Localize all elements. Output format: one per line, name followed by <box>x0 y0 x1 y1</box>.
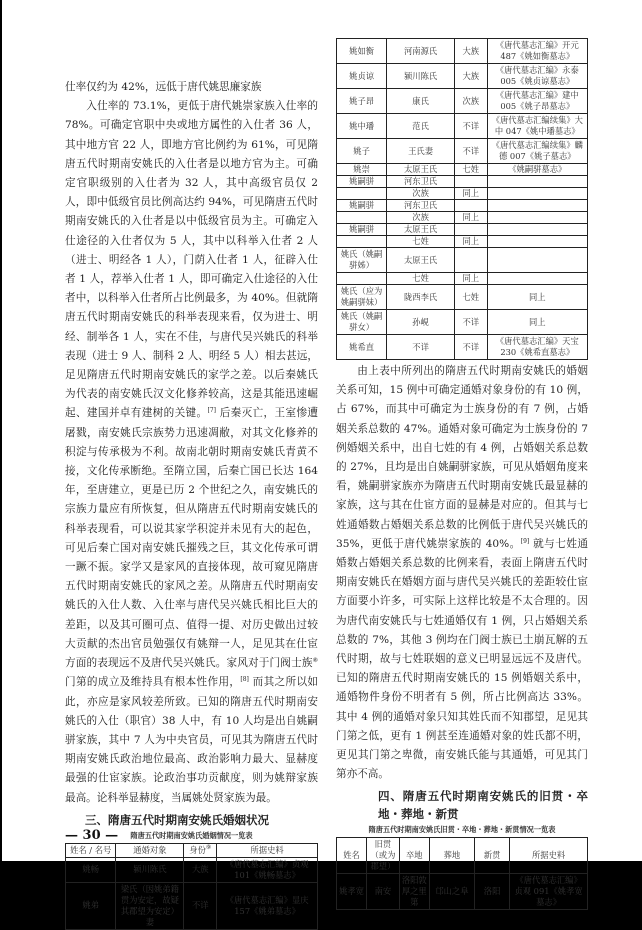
cell-source <box>487 224 587 236</box>
cell-source <box>487 236 587 248</box>
table-row <box>337 200 588 212</box>
cell-name: 姚氏（姚嗣骈女） <box>337 310 387 335</box>
paragraph-text: 后秦灭亡，王室惨遭屠戮，南安姚氏宗族势力迅速凋敝，对其文化修养的积淀与传承极为不利。故南北朝时期南安姚氏青黄不接，文化传承断绝。至隋立国，后秦亡国已长达 164 年，至唐建立，更是已历 2 个世纪之久，南安姚氏的宗族力量应有所恢复，但从隋唐五代时期南安姚氏的科举表现看，可以说其家学积淀并未见有大的起色，可见后秦亡国对南安姚氏摧残之巨，其文化传承可谓一蹶不振。家学又是家风的直接体现，故可窥见隋唐五代时期南安姚氏的家风之差。从隋唐五代时期南安姚氏的入仕人数、入仕率与唐代吴兴姚氏相比巨大的差距，以及其可圈可点、值得一提、对历史做出过较大贡献的杰出官员勉强仅有姚辩一人，足见其在仕宦方面的表现远不及唐代吴兴姚氏。家风对于门阀士族 <box>65 407 318 670</box>
paragraph <box>336 362 588 784</box>
table-row <box>337 248 588 273</box>
cell-source: 同上 <box>487 310 587 335</box>
header-cell: 旧贯（或为郡望） <box>367 838 400 874</box>
cell-source: 《唐代墓志汇编》贞观 101《姚畅墓志》 <box>217 857 318 882</box>
cell-spouse: 太原王氏 <box>387 224 455 236</box>
cell-spouse: 孙峴 <box>387 310 455 335</box>
header-cell: 葬地 <box>429 838 474 874</box>
cell-name: 姚中璠 <box>337 114 387 139</box>
cell-source <box>487 212 587 224</box>
cell-death-place: 洛阳敦厚之里第 <box>399 874 429 910</box>
cell-name: 姚崇 <box>337 164 387 176</box>
cell-spouse: 太原王氏 <box>387 248 455 273</box>
cell-source: 《姚嗣骈墓志》 <box>487 164 587 176</box>
cell-spouse: 河东卫氏 <box>387 200 455 212</box>
right-column <box>336 38 588 910</box>
table-header-row <box>337 838 588 874</box>
cell-spouse: 七姓 <box>387 236 455 248</box>
cell-status <box>454 200 487 212</box>
footnote-ref[interactable]: ⑧ <box>312 657 318 665</box>
cell-name: 姚贞谅 <box>337 64 387 89</box>
cell-source <box>487 248 587 273</box>
cell-status: 七姓 <box>454 164 487 176</box>
cell-old-origin: 南安 <box>367 874 400 910</box>
cell-spouse: 七姓 <box>387 273 455 285</box>
cell-spouse: 太原王氏 <box>387 164 455 176</box>
cell-spouse: 颍川陈氏 <box>116 857 184 882</box>
table-row <box>337 89 588 114</box>
table-row <box>337 285 588 310</box>
cell-status: 不详 <box>454 335 487 360</box>
cell-status: 不详 <box>454 139 487 164</box>
header-text: 身份 <box>189 844 206 855</box>
cell-source: 《唐代墓志汇编》建中 005《姚子昂墓志》 <box>487 89 587 114</box>
table-row <box>337 874 588 910</box>
cell-name: 姚子 <box>337 139 387 164</box>
cell-spouse: 不详 <box>387 335 455 360</box>
paragraph-text: 而其之所以如此，亦应是家风较差所致。已知的隋唐五代时期南安姚氏的入仕（职官）38 人中，有 10 人均是出自姚嗣骈家族，其中 7 人为中央官员，可见其为隋唐五代时期南安姚氏政治地位最高、政治影响力最大、显赫度最强的仕宦家族。论政治事功贡献度，则为姚辩家族最高。论科举显赫度，当属姚处贤家族为最。 <box>65 676 319 804</box>
table-row <box>337 139 588 164</box>
cell-status: 大族 <box>454 39 487 64</box>
cell-source: 《唐代墓志汇编》显庆 157《姚弟墓志》 <box>217 882 318 929</box>
table-row <box>337 224 588 236</box>
cell-source: 《唐代墓志汇编》永泰 005《姚贞谅墓志》 <box>487 64 587 89</box>
table-row <box>337 39 588 64</box>
table-row <box>337 64 588 89</box>
table-row <box>337 310 588 335</box>
table-row <box>337 188 588 200</box>
header-cell: 所据史料 <box>217 843 318 857</box>
cell-spouse: 次族 <box>387 188 455 200</box>
cell-source: 《唐代墓志汇编续集》大中 047《姚中璠墓志》 <box>487 114 587 139</box>
cell-spouse: 范氏 <box>387 114 455 139</box>
cell-spouse: 康氏 <box>387 89 455 114</box>
cell-status: 同上 <box>454 188 487 200</box>
residence-table <box>336 837 588 910</box>
marriage-table <box>65 843 318 930</box>
footnote-ref[interactable]: ⑨ <box>205 843 212 851</box>
table-row <box>66 882 318 929</box>
citation-ref[interactable]: [8] <box>240 676 249 684</box>
cell-name <box>337 188 387 200</box>
cell-name: 姚孝宽 <box>337 874 367 910</box>
paragraph-text: 就与七姓通婚数占婚姻关系总数的比例来看，表面上隋唐五代时期南安姚氏在婚姻方面与唐代吴兴姚氏的差距较仕宦方面要小许多，可实际上这样比较是不太合理的。因为唐代南安姚氏与七姓通婚仅有 1 例，只占婚姻关系总数的 7%，其他 3 例均在门阀士族已土崩瓦解的五代时期，故与七姓联姻的意义已明显远远不及唐代。已知的隋唐五代时期南安姚氏的 15 例婚姻关系中，通婚物件身份不明者有 5 例，所占比例高达 33%。其中 4 例的通婚对象只知其姓氏而不知郡望，足见其门第之低，更有 1 例甚至连通婚对象的姓氏都不明，更见其门第之卑微，南安姚氏能与其通婚，可见其门第亦不高。 <box>336 537 588 781</box>
citation-ref[interactable]: [7] <box>207 407 216 415</box>
header-cell <box>184 843 217 857</box>
cell-source: 《唐代墓志汇编续集》麟德 007《姚子墓志》 <box>487 139 587 164</box>
table-row <box>337 273 588 285</box>
section-heading-4: 四、隋唐五代时期南安姚氏的旧贯・卒地・葬地・新贯 <box>378 789 588 822</box>
header-cell: 姓名 / 名号 <box>66 843 116 857</box>
cell-status: 不详 <box>454 114 487 139</box>
cell-name: 姚嗣骈 <box>337 200 387 212</box>
cell-name: 姚畅 <box>66 857 116 882</box>
cell-source <box>487 200 587 212</box>
cell-status: 次族 <box>454 89 487 114</box>
table-row <box>337 164 588 176</box>
cell-spouse: 河南源氏 <box>387 39 455 64</box>
cell-status: 大族 <box>454 64 487 89</box>
cell-status <box>454 248 487 273</box>
cell-name: 姚嗣骈 <box>337 176 387 188</box>
cell-status <box>454 176 487 188</box>
cell-status: 同上 <box>454 273 487 285</box>
cell-status: 不详 <box>184 882 217 929</box>
header-cell: 新贯 <box>475 838 510 874</box>
table-row <box>337 114 588 139</box>
table-header-row <box>66 843 318 857</box>
marriage-table-continued <box>336 38 588 360</box>
cell-source <box>487 273 587 285</box>
paragraph-text: 由上表中所列出的隋唐五代时期南安姚氏的婚姻关系可知，15 例中可确定通婚对象身份的有 10 例，占 67%，而其中可确定为士族身份的有 7 例，占婚姻关系总数的 47%。通婚对象可确定为士族身份的 7 例婚姻关系中，出自七姓的有 4 例，占婚姻关系总数的 27%，且均是出自姚嗣骈家族，可见从婚姻角度来看，姚嗣骈家族亦为隋唐五代时期南安姚氏最显赫的家族，这与其在仕宦方面的显赫是对应的。但其与七姓通婚数占婚姻关系总数的比例低于唐代吴兴姚氏的 35%，更低于唐代姚崇家族的 40%。 <box>336 365 588 550</box>
cell-name: 姚弟 <box>66 882 116 929</box>
header-cell: 通婚对象 <box>116 843 184 857</box>
cell-spouse: 颍川陈氏 <box>387 64 455 89</box>
paragraph: 仕率仅约为 42%，远低于唐代姚思廉家族 <box>65 81 262 93</box>
table-caption: 隋唐五代时期南安姚氏旧贯・卒地・葬地・新贯情况一览表 <box>368 825 556 835</box>
header-cell: 所据史料 <box>510 838 588 874</box>
cell-status <box>454 224 487 236</box>
page-number: — 30 — <box>65 828 119 843</box>
table-row <box>66 857 318 882</box>
table-caption: 隋唐五代时期南安姚氏婚姻情况一览表 <box>130 830 253 840</box>
cell-name <box>337 236 387 248</box>
section-heading-3: 三、隋唐五代时期南安姚氏婚姻状况 <box>85 812 269 827</box>
cell-name <box>337 212 387 224</box>
table-row <box>337 176 588 188</box>
cell-source: 《唐代墓志汇编》贞观 091《姚孝宽墓志》 <box>510 874 588 910</box>
cell-name: 姚子昂 <box>337 89 387 114</box>
cell-source: 《唐代墓志汇编》开元 487《姚如衡墓志》 <box>487 39 587 64</box>
cell-status: 不详 <box>454 310 487 335</box>
cell-status: 七姓 <box>454 285 487 310</box>
cell-source <box>487 188 587 200</box>
citation-ref[interactable]: [9] <box>520 537 530 545</box>
cell-name: 姚如衡 <box>337 39 387 64</box>
paragraph-text: 门第的成立及维持具有根本性作用， <box>65 676 241 689</box>
cell-source <box>487 176 587 188</box>
document-page <box>2 0 642 927</box>
table-row <box>337 236 588 248</box>
cell-spouse: 梁氏（因姚弟籍贯为安定，故疑其郡望为安定）妻 <box>116 882 184 929</box>
cell-source: 《唐代墓志汇编》天宝 230《姚希直墓志》 <box>487 335 587 360</box>
cell-name: 姚氏（应为姚嗣骈妹） <box>337 285 387 310</box>
cell-source: 同上 <box>487 285 587 310</box>
cell-new-origin: 洛阳 <box>475 874 510 910</box>
cell-name <box>337 273 387 285</box>
cell-status: 同上 <box>454 212 487 224</box>
paragraph-text: 入仕率的 73.1%，更低于唐代姚崇家族入仕率的 78%。可确定官职中央或地方属性的入仕者 36 人，其中地方官 22 人，即地方官比例约为 61%，可见隋唐五代时期南安姚氏的入仕者是以地方官为主。可确定官职级别的入仕者为 32 人，其中高级官员仅 2 人，即中低级官员比例高达约 94%，可见隋唐五代时期南安姚氏的入仕者是以中低级官员为主。可确定入仕途径的入仕者仅为 5 人，其中以科举入仕者 2 人（进士、明经各 1 人），门荫入仕者 1 人，征辟入仕者 1 人，荐举入仕者 1 人，即可确定入仕途径的入仕者中，以科举入仕者所占比例最多，为 40%。但就隋唐五代时期南安姚氏的科举表现来看，仅为进士、明经、制举各 1 人，实在不佳，与唐代吴兴姚氏的科举表现（进士 9 人、制科 2 人、明经 5 人）相去甚远，足见隋唐五代时期南安姚氏的家学之差。以后秦姚氏为代表的南安姚氏汉文化修养较高，这是其能迅速崛起、建国并卓有建树的关键。 <box>65 100 318 420</box>
cell-status: 同上 <box>454 236 487 248</box>
cell-name: 姚嗣骈 <box>337 224 387 236</box>
header-cell: 卒地 <box>399 838 429 874</box>
cell-spouse: 次族 <box>387 212 455 224</box>
cell-status: 大族 <box>184 857 217 882</box>
cell-name: 姚氏（姚嗣骈姊） <box>337 248 387 273</box>
header-cell: 姓名 <box>337 838 367 874</box>
cell-spouse: 河东卫氏 <box>387 176 455 188</box>
cell-spouse: 王氏妻 <box>387 139 455 164</box>
table-row <box>337 335 588 360</box>
cell-name: 姚希直 <box>337 335 387 360</box>
cell-burial-place: 邙山之阜 <box>429 874 474 910</box>
cell-spouse: 陇西李氏 <box>387 285 455 310</box>
paragraph <box>65 97 318 808</box>
left-column <box>65 78 318 930</box>
table-row <box>337 212 588 224</box>
